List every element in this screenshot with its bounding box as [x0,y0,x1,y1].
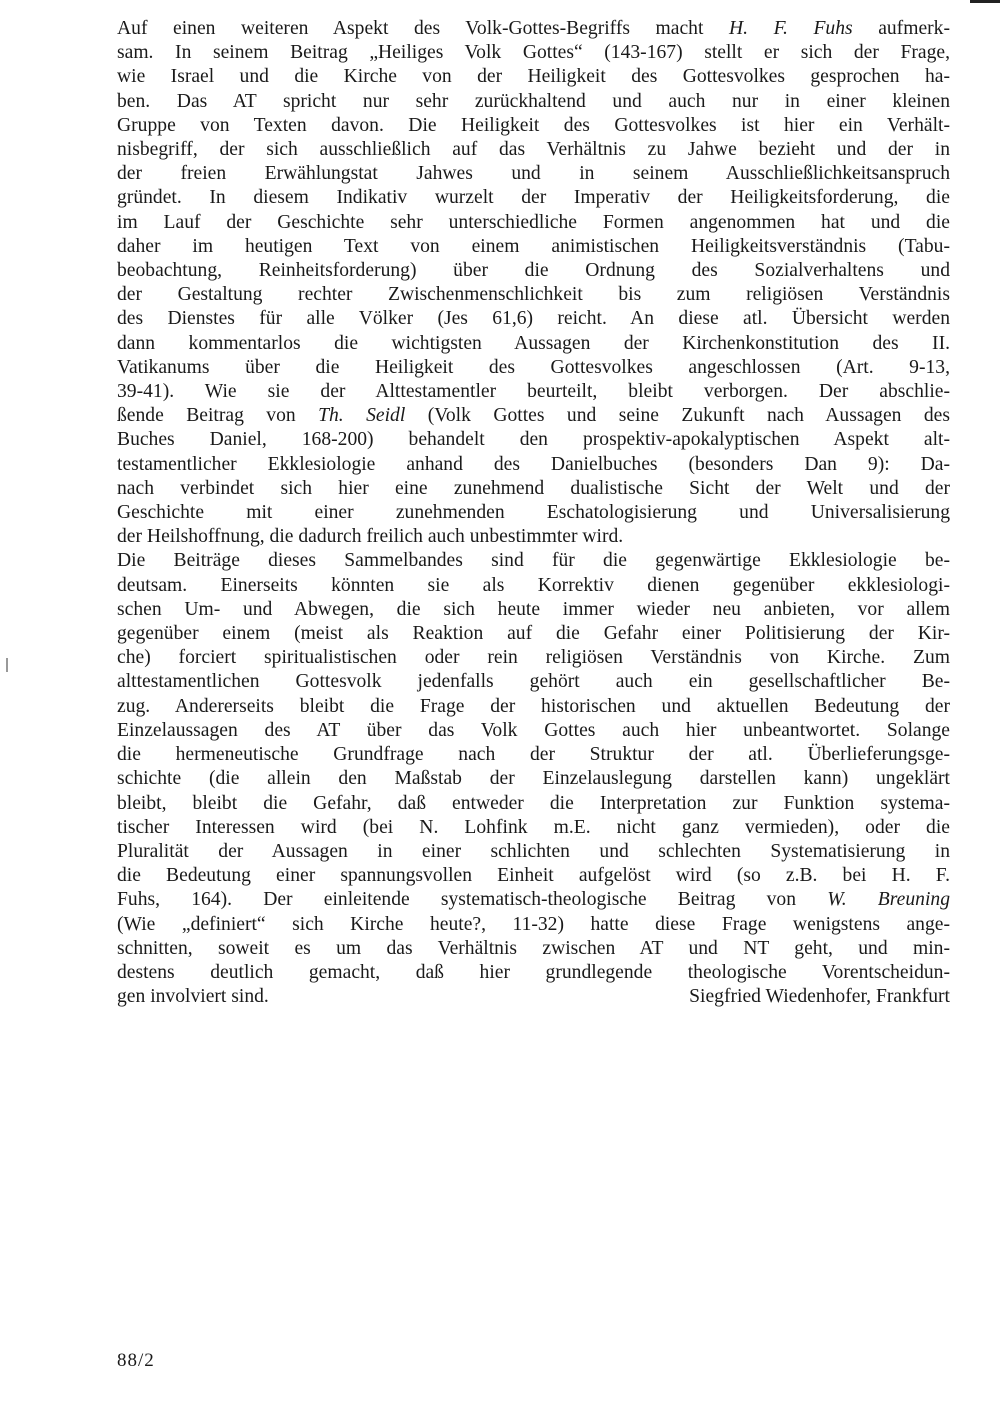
text-run: ben. Das AT spricht nur sehr zurückhaltend und auch nur in einer kleinen [117,90,950,112]
text-line [117,17,950,41]
text-run: Gruppe von Texten davon. Die Heiligkeit des Gottesvolkes ist hier ein Verhält- [117,114,950,136]
text-line [117,477,950,501]
text-line [117,864,950,888]
text-line [117,380,950,404]
text-line [117,259,950,283]
paragraph-1 [117,17,950,549]
text-run: schen Um- und Abwegen, die sich heute immer wieder neu anbieten, vor allem [117,598,950,620]
text-run: Buches Daniel, 168-200) behandelt den prospektiv-apokalyptischen Aspekt alt- [117,429,950,451]
paragraph-2 [117,549,950,1009]
text-run: zug. Andererseits bleibt die Frage der historischen und aktuellen Bedeutung der [117,695,950,717]
text-line [117,598,950,622]
text-line [117,211,950,235]
text-line [117,453,950,477]
text-run: des Dienstes für alle Völker (Jes 61,6) reicht. An diese atl. Übersicht werden [117,308,950,330]
text-run: der Heilshoffnung, die dadurch freilich auch unbestimmter wird. [117,526,624,548]
author-name: Th. Seidl [318,405,406,427]
text-line [117,670,950,694]
text-line [117,41,950,65]
text-run: Auf einen weiteren Aspekt des Volk-Gottes-Begriffs macht [117,18,729,39]
author-signature: Siegfried Wiedenhofer, Frankfurt [689,986,950,1008]
text-run: bleibt, bleibt die Gefahr, daß entweder die Interpretation zur Funktion systema- [117,792,950,814]
text-run: im Lauf der Geschichte sehr unterschiedliche Formen angenommen hat und die [117,211,950,233]
text-line [117,549,950,573]
text-run: alttestamentlichen Gottesvolk jedenfalls gehört auch ein gesellschaftlicher Be- [117,671,950,693]
text-run: testamentlicher Ekklesiologie anhand des Danielbuches (besonders Dan 9): Da- [117,453,950,475]
text-run: gründet. In diesem Indikativ wurzelt der Imperativ der Heiligkeitsforderung, die [117,187,950,209]
text-run: tischer Interessen wird (bei N. Lohfink m.E. nicht ganz vermieden), oder die [117,816,950,838]
text-run: Einzelaussagen des AT über das Volk Gottes auch hier unbeantwortet. Solange [117,719,950,741]
text-line [117,235,950,259]
text-line [117,138,950,162]
text-run: der Gestaltung rechter Zwischenmenschlichkeit bis zum religiösen Verständnis [117,284,950,306]
scan-edge-mark [970,0,1000,3]
text-run: Pluralität der Aussagen in einer schlichten und schlechten Systematisierung in [117,840,950,862]
text-line [117,816,950,840]
text-line [117,501,950,525]
text-run: gegenüber einem (meist als Reaktion auf die Gefahr einer Politisierung der Kir- [117,623,950,645]
page-number: 88/2 [117,1350,155,1371]
text-line [117,283,950,307]
author-name: H. F. Fuhs [728,18,853,39]
text-line [117,767,950,791]
text-run: Die Beiträge dieses Sammelbandes sind für die gegenwärtige Ekklesiologie be- [117,550,950,572]
text-run: schnitten, soweit es um das Verhältnis zwischen AT und NT geht, und min- [117,937,950,959]
text-line [117,792,950,816]
text-line [117,114,950,138]
text-line [117,65,950,89]
review-text [117,17,950,1009]
text-line [117,574,950,598]
text-run: gen involviert sind. [117,986,269,1008]
text-run: (Volk Gottes und seine Zukunft nach Aussagen des [405,405,951,427]
text-line [117,90,950,114]
text-line [117,937,950,961]
text-run: deutsam. Einerseits könnten sie als Korrektiv dienen gegenüber ekklesiologi- [117,574,950,596]
text-run: beobachtung, Reinheitsforderung) über die Ordnung des Sozialverhaltens und [117,260,950,282]
text-line [117,913,950,937]
text-line [117,525,950,549]
text-line [117,186,950,210]
text-run: nisbegriff, der sich ausschließlich auf das Verhältnis zu Jahwe bezieht und der in [117,139,950,161]
author-name: W. Breuning [827,889,950,911]
text-line [117,622,950,646]
text-run: che) forciert spiritualistischen oder rein religiösen Verständnis von Kirche. Zum [117,647,950,669]
text-run: ßende Beitrag von [117,405,319,427]
text-line [117,332,950,356]
text-line [117,428,950,452]
text-run: Geschichte mit einer zunehmenden Eschatologisierung und Universalisierung [117,502,950,524]
text-line [117,719,950,743]
text-line [117,404,950,428]
text-line [117,307,950,331]
text-run: nach verbindet sich hier eine zunehmend dualistische Sicht der Welt und der [117,477,950,499]
text-run: daher im heutigen Text von einem animistischen Heiligkeitsverständnis (Tabu- [117,235,950,257]
text-line [117,961,950,985]
text-run: destens deutlich gemacht, daß hier grundlegende theologische Vorentscheidun- [117,961,950,983]
text-run: Vatikanums über die Heiligkeit des Gottesvolkes angeschlossen (Art. 9-13, [117,356,950,378]
text-line [117,840,950,864]
text-run: (Wie „definiert“ sich Kirche heute?, 11-32) hatte diese Frage wenigstens ange- [117,913,950,935]
text-run: die Bedeutung einer spannungsvollen Einheit aufgelöst wird (so z.B. bei H. F. [117,865,950,887]
margin-mark [6,658,8,672]
text-line [117,356,950,380]
text-line [117,695,950,719]
text-line [117,162,950,186]
text-run: wie Israel und die Kirche von der Heiligkeit des Gottesvolkes gesprochen ha- [117,66,950,88]
text-run: der freien Erwählungstat Jahwes und in seinem Ausschließlichkeitsanspruch [117,163,950,185]
closing-line [117,985,950,1009]
text-run: Fuhs, 164). Der einleitende systematisch-theologische Beitrag von [117,889,828,911]
text-line [117,743,950,767]
text-run: sam. In seinem Beitrag „Heiliges Volk Gottes“ (143-167) stellt er sich der Frage, [117,42,950,64]
text-run: schichte (die allein den Maßstab der Einzelauslegung darstellen kann) ungeklärt [117,768,950,790]
text-run: aufmerk- [852,18,950,39]
text-line [117,888,950,912]
text-run: dann kommentarlos die wichtigsten Aussagen der Kirchenkonstitution des II. [117,332,950,354]
text-run: die hermeneutische Grundfrage nach der Struktur der atl. Überlieferungsge- [117,744,950,766]
text-line [117,646,950,670]
text-run: 39-41). Wie sie der Alttestamentler beurteilt, bleibt verborgen. Der abschlie- [117,381,950,403]
